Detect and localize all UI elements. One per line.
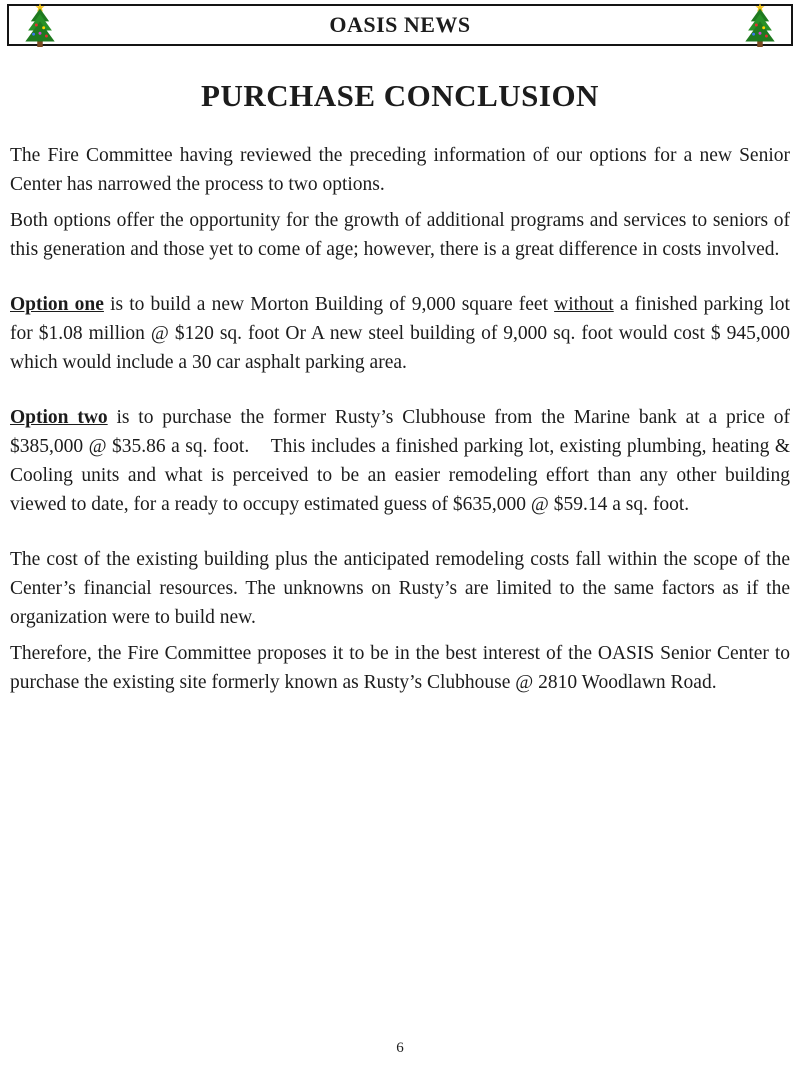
option-one-text-a: is to build a new Morton Building of 9,000 square feet bbox=[103, 294, 555, 315]
article bbox=[0, 46, 800, 704]
article-title: PURCHASE CONCLUSION bbox=[201, 78, 599, 113]
option-two-label: Option two bbox=[10, 407, 108, 428]
paragraph-intro: The Fire Committee having reviewed the preceding information of our options for a new Senior Center has narrowed the process to two options. bbox=[10, 145, 790, 195]
paragraph-option-one bbox=[10, 290, 790, 377]
masthead bbox=[7, 4, 793, 46]
page-footer bbox=[0, 1040, 800, 1057]
paragraph-cost-scope: The cost of the existing building plus the anticipated remodeling costs fall within the scope of the Center’s financial resources. The unknowns on Rusty’s are limited to the same factors as if the organization were to build new. bbox=[10, 549, 790, 628]
newsletter-title: OASIS NEWS bbox=[329, 12, 471, 37]
paragraph-option-two bbox=[10, 403, 795, 519]
paragraph-conclusion: Therefore, the Fire Committee proposes it to be in the best interest of the OASIS Senior Center to purchase the existing site formerly known as Rusty’s Clubhouse @ 2810 Woodlawn Road. bbox=[10, 643, 790, 693]
option-one-label: Option one bbox=[10, 294, 104, 315]
paragraph-both-options: Both options offer the opportunity for the growth of additional programs and services to seniors of this generation and those yet to come of age; however, there is a great difference in costs involved. bbox=[10, 210, 790, 260]
page-number: 6 bbox=[396, 1040, 404, 1056]
option-two-text: is to purchase the former Rusty’s Clubhouse from the Marine bank at a price of $385,000 @ $35.86 a sq. foot. This includes a finished parking lot, existing plumbing, heating & Cooling units and what is perceived to be an easier remodeling effort than any other building viewed to date, for a ready to occupy estimated guess of $635,000 @ $59.14 a sq. foot. bbox=[10, 407, 795, 515]
option-one-underlined-word: without bbox=[554, 294, 614, 315]
option-one-text-b: a finished parking lot for $1.08 million @ $120 sq. foot Or A new steel building of 9,000 sq. foot would cost $ 945,000 which would include a 30 car asphalt parking area. bbox=[10, 294, 790, 373]
